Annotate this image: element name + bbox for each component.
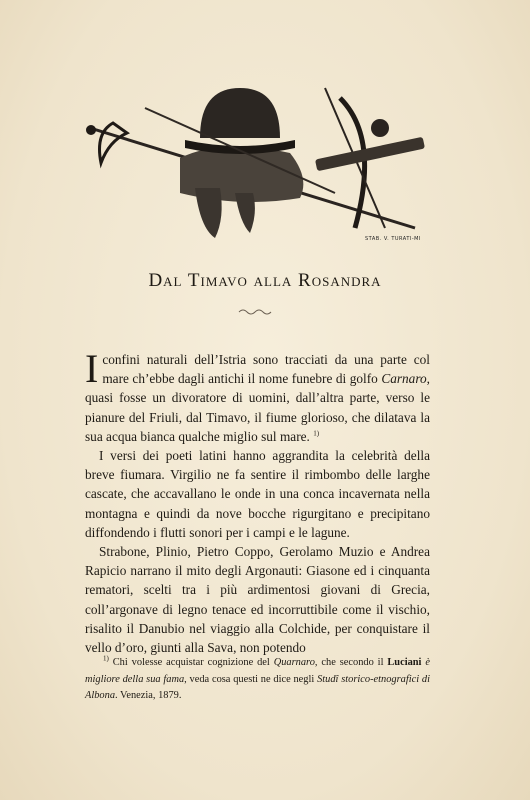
italic-term: Carnaro: [381, 371, 427, 387]
sword-pommel: [86, 125, 96, 135]
ornament-divider: [238, 307, 272, 317]
paragraph-2: I versi dei poeti latini hanno aggrandita la celebrità della breve fiumara. Virgilio ne fa sentire il rimbombo delle larghe cascate, che accavallano le onde in una conca incavernata nella montagna e quindi da nove bocche rigurgitano e precipitano diffondendo i flutti sonori per i campi e le lagune.: [85, 448, 430, 540]
chainmail-hanging: [195, 188, 222, 238]
helmet: [200, 88, 280, 138]
footnote-reference[interactable]: 1): [313, 429, 320, 438]
engraver-mark: STAB. V. TURATI-MI: [365, 236, 421, 242]
footnote: $^{1)}$ Chi volesse acquistar cognizione del Quarnaro, che secondo il Luciani è migliore della sua fama, veda cosa questi ne dice negli Studî storico-etnografici di Albona. Venezia, 1879.: [85, 654, 430, 701]
paragraph-1: I confini naturali dell’Istria sono tracciati da una parte col mare ch’ebbe dagli antichi il nome funebre di golfo Carnaro, quasi fosse un divoratore di uomini, dall’altra parte, verso le pianure del Friuli, dal Timavo, il fiume glorioso, che dilatava la sua acqua bianca qualche miglio sul mare. $^{1)}$: [85, 346, 430, 444]
paragraph-3: Strabone, Plinio, Pietro Coppo, Gerolamo Muzio e Andrea Rapicio narrano il mito degli Argonauti: Giasone ed i cinquanta rematori, scelti tra i più ardimentosi giovani di Grecia, coll’argonave di legno tenace ed incorruttibile come il vischio, risalito il Danubio nel viaggio alla Colchide, per conquistare il vello d’oro, giunti alla Sava, non potendo: [85, 544, 430, 656]
footnote-marker: 1): [103, 654, 109, 663]
crossbow-stock: [315, 137, 425, 172]
arms-vignette-illustration: [85, 78, 440, 253]
drop-cap: I: [85, 346, 99, 391]
sword-guard: [100, 123, 128, 163]
body-text: [85, 346, 430, 657]
chapter-title: Dal Timavo alla Rosandra: [148, 270, 382, 291]
